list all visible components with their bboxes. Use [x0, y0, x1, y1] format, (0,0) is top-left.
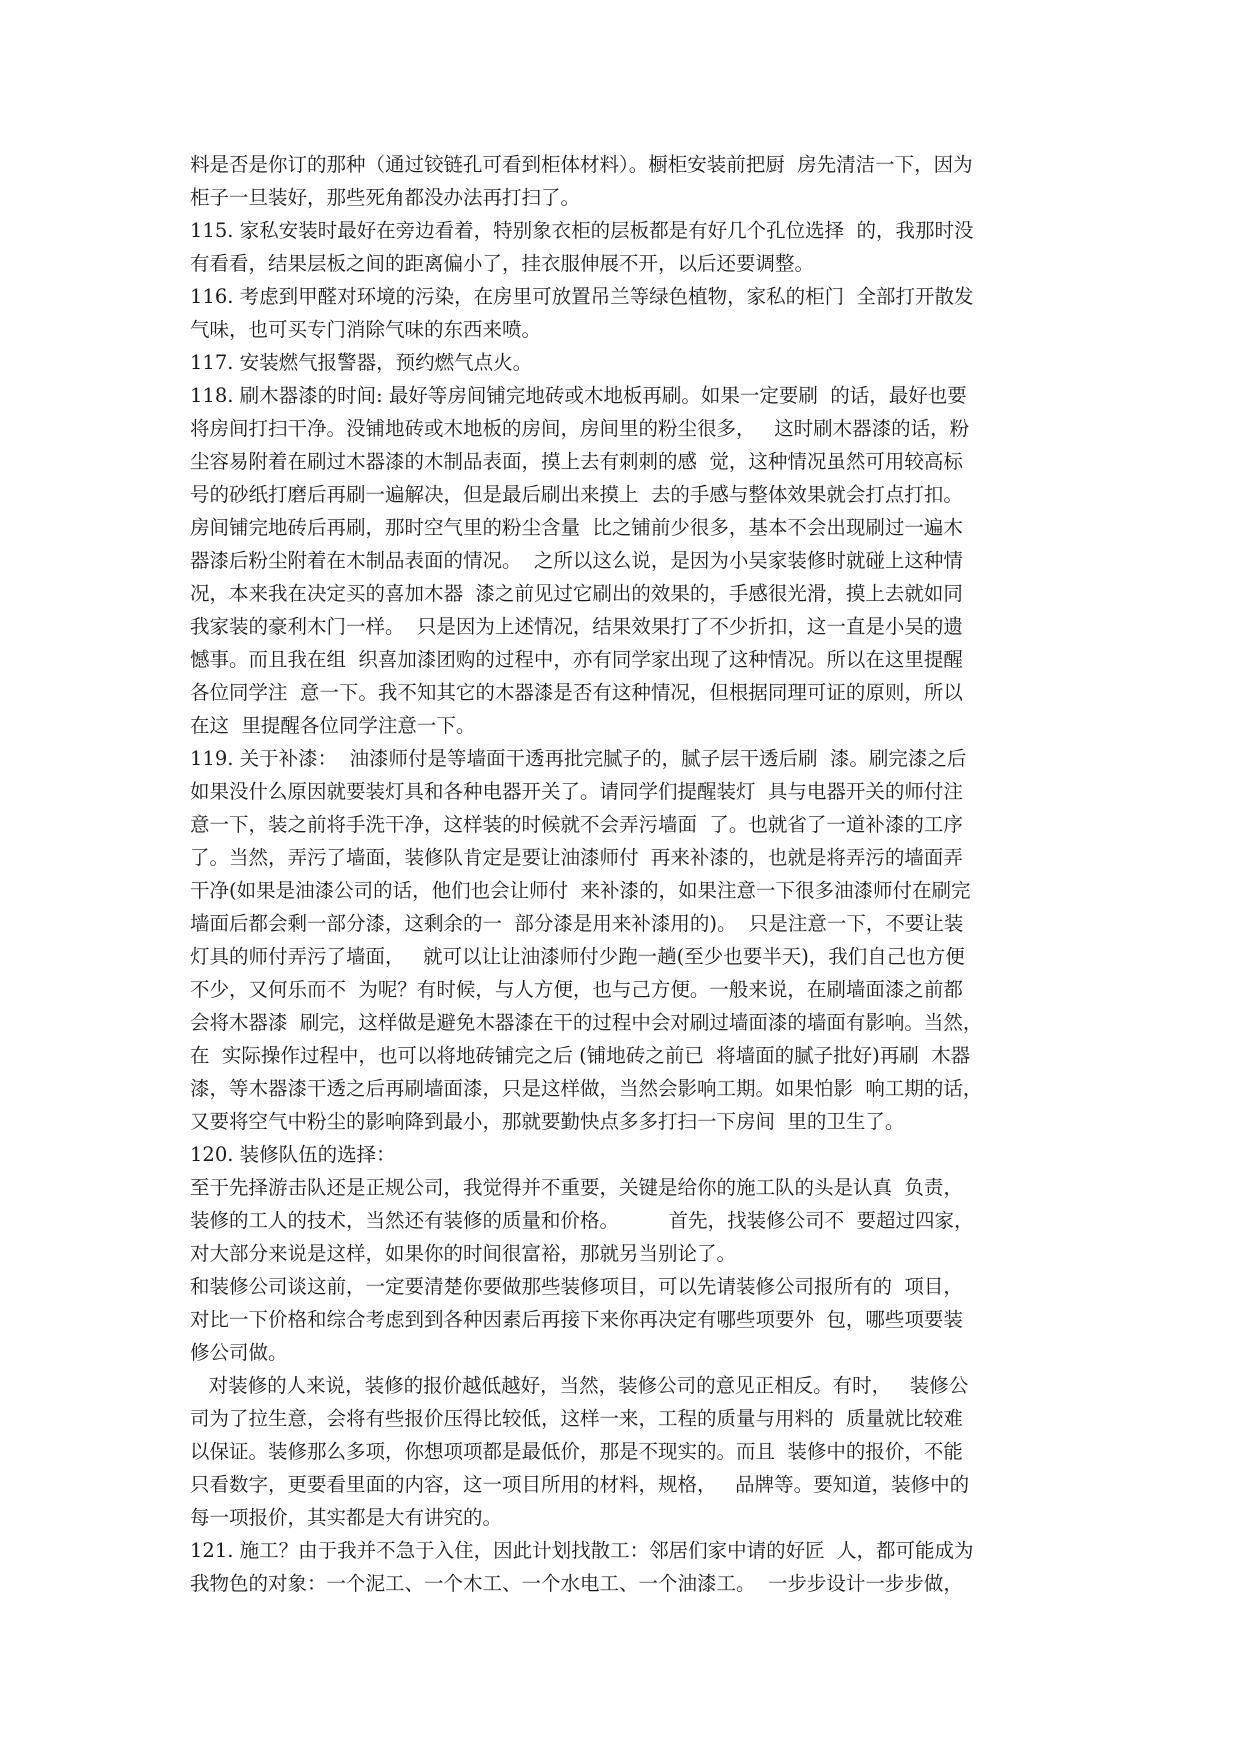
text-line: 至于先择游击队还是正规公司，我觉得并不重要，关键是给你的施工队的头是认真 负责， — [190, 1176, 963, 1199]
text-line: 和装修公司谈这前，一定要清楚你要做那些装修项目，可以先请装修公司报所有的 项目， — [190, 1275, 963, 1298]
text-line: 装修的工人的技术，当然还有装修的质量和价格。 首先，找装修公司不 要超过四家， — [190, 1209, 974, 1232]
text-line: 墙面后都会剩一部分漆，这剩余的一 部分漆是用来补漆用的)。 只是注意一下，不要让装 — [190, 912, 964, 935]
text-line: 修公司做。 — [190, 1341, 288, 1364]
text-line: 器漆后粉尘附着在木制品表面的情况。 之所以这么说，是因为小吴家装修时就碰上这种情 — [190, 549, 963, 572]
text-line: 会将木器漆 刷完，这样做是避免木器漆在干的过程中会对刷过墙面漆的墙面有影响。当然， — [190, 1011, 983, 1034]
text-line: 意一下，装之前将手洗干净，这样装的时候就不会弄污墙面 了。也就省了一道补漆的工序 — [190, 813, 963, 836]
text-line: 尘容易附着在刷过木器漆的木制品表面，摸上去有刺刺的感 觉，这种情况虽然可用较高标 — [190, 450, 963, 473]
text-line: 料是否是你订的那种（通过铰链孔可看到柜体材料）。橱柜安装前把厨 房先清洁一下，因为 — [190, 153, 973, 176]
text-line: 灯具的师付弄污了墙面， 就可以让让油漆师付少跑一趟(至少也要半天)，我们自己也方便 — [190, 945, 965, 968]
text-line: 司为了拉生意，会将有些报价压得比较低，这样一来，工程的质量与用料的 质量就比较难 — [190, 1407, 963, 1430]
document-body — [190, 148, 1070, 1600]
text-line: 憾事。而且我在组 织喜加漆团购的过程中，亦有同学家出现了这种情况。所以在这里提醒 — [190, 648, 963, 671]
text-line: 每一项报价，其实都是大有讲究的。 — [190, 1506, 503, 1529]
text-line: 在 实际操作过程中，也可以将地砖铺完之后 (铺地砖之前已 将墙面的腻子批好)再刷 木器 — [190, 1044, 971, 1067]
text-line: 柜子一旦装好，那些死角都没办法再打扫了。 — [190, 186, 581, 209]
text-line: 120. 装修队伍的选择： — [190, 1143, 396, 1166]
text-line: 只看数字，更要看里面的内容，这一项目所用的材料，规格， 品牌等。要知道，装修中的 — [190, 1473, 970, 1496]
text-line: 如果没什么原因就要装灯具和各种电器开关了。请同学们提醒装灯 具与电器开关的师付注 — [190, 780, 963, 803]
text-line: 在这 里提醒各位同学注意一下。 — [190, 714, 476, 737]
text-line: 号的砂纸打磨后再刷一遍解决，但是最后刷出来摸上 去的手感与整体效果就会打点打扣。 — [190, 483, 963, 506]
text-line: 又要将空气中粉尘的影响降到最小，那就要勤快点多多打扫一下房间 里的卫生了。 — [190, 1110, 905, 1133]
text-line: 气味，也可买专门消除气味的东西来喷。 — [190, 318, 542, 341]
text-line: 对比一下价格和综合考虑到到各种因素后再接下来你再决定有哪些项要外 包，哪些项要装 — [190, 1308, 963, 1331]
text-line: 我家装的豪利木门一样。 只是因为上述情况，结果效果打了不少折扣，这一直是小吴的遗 — [190, 615, 963, 638]
text-line: 各位同学注 意一下。我不知其它的木器漆是否有这种情况，但根据同理可证的原则，所以 — [190, 681, 963, 704]
text-line: 房间铺完地砖后再刷，那时空气里的粉尘含量 比之铺前少很多，基本不会出现刷过一遍木 — [190, 516, 963, 539]
text-line: 况，本来我在决定买的喜加木器 漆之前见过它刷出的效果的，手感很光滑，摸上去就如同 — [190, 582, 963, 605]
text-line: 以保证。装修那么多项，你想项项都是最低价，那是不现实的。而且 装修中的报价，不能 — [190, 1440, 963, 1463]
text-line: 有看看，结果层板之间的距离偏小了，挂衣服伸展不开，以后还要调整。 — [190, 252, 815, 275]
text-line: 118. 刷木器漆的时间: 最好等房间铺完地砖或木地板再刷。如果一定要刷 的话，最好也要 — [190, 384, 967, 407]
text-line: 不少，又何乐而不 为呢？有时候，与人方便，也与己方便。一般来说，在刷墙面漆之前都 — [190, 978, 963, 1001]
text-line: 115. 家私安装时最好在旁边看着，特别象衣柜的层板都是有好几个孔位选择 的，我那时没 — [190, 219, 974, 242]
text-line: 我物色的对象：一个泥工、一个木工、一个水电工、一个油漆工。 一步步设计一步步做， — [190, 1572, 963, 1595]
text-line: 116. 考虑到甲醛对环境的污染，在房里可放置吊兰等绿色植物，家私的柜门 全部打开散发 — [190, 285, 974, 308]
text-line: 了。当然，弄污了墙面，装修队肯定是要让油漆师付 再来补漆的，也就是将弄污的墙面弄 — [190, 846, 963, 869]
text-line: 干净(如果是油漆公司的话，他们也会让师付 来补漆的，如果注意一下很多油漆师付在刷完 — [190, 879, 971, 902]
text-line: 对大部分来说是这样，如果你的时间很富裕，那就另当别论了。 — [190, 1242, 737, 1265]
text-line: 117. 安装燃气报警器，预约燃气点火。 — [190, 351, 533, 374]
text-line: 121. 施工？由于我并不急于入住，因此计划找散工：邻居们家中请的好匠 人，都可能成为 — [190, 1539, 974, 1562]
text-line: 漆，等木器漆干透之后再刷墙面漆，只是这样做，当然会影响工期。如果怕影 响工期的话， — [190, 1077, 983, 1100]
text-line: 将房间打扫干净。没铺地砖或木地板的房间，房间里的粉尘很多， 这时刷木器漆的话，粉 — [190, 417, 970, 440]
text-line: 119. 关于补漆： 油漆师付是等墙面干透再批完腻子的，腻子层干透后刷 漆。刷完漆之后 — [190, 747, 967, 770]
text-line: 对装修的人来说，装修的报价越低越好，当然，装修公司的意见正相反。有时， 装修公 — [190, 1374, 969, 1397]
